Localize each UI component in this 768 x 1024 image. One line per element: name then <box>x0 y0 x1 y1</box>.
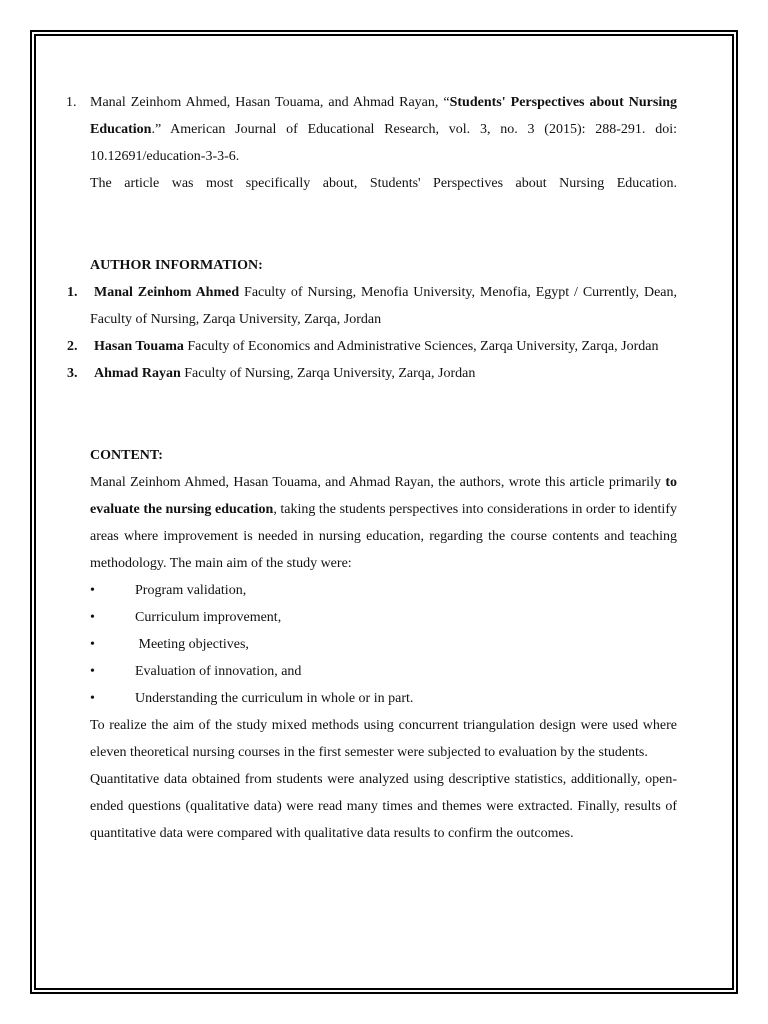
author-affiliation: Faculty of Economics and Administrative Sciences, Zarqa University, Zarqa, Jordan <box>183 339 659 354</box>
bullet-icon: • <box>90 691 95 706</box>
reference-title: Students' Perspectives about Nursing Education <box>90 95 677 137</box>
content-intro <box>90 469 677 577</box>
content-paragraph-2: To realize the aim of the study mixed methods using concurrent triangulation design were used where eleven theoretical nursing courses in the first semester were subjected to evaluation by the students. <box>90 718 677 760</box>
author-info-heading: AUTHOR INFORMATION: <box>90 258 263 273</box>
reference-number: 1. <box>66 95 77 110</box>
author-item-2 <box>67 333 677 360</box>
list-item-text: Program validation, <box>135 583 247 598</box>
reference-doi: doi: 10.12691/education-3-3-6. <box>90 122 677 164</box>
author-number: 2. <box>67 339 78 354</box>
bullet-icon: • <box>90 637 95 652</box>
author-item-3 <box>67 360 677 387</box>
list-item <box>90 577 677 604</box>
author-affiliation: Faculty of Nursing, Menofia University, Menofia, Egypt / Currently, Dean, Faculty of Nursing, Zarqa University, Zarqa, Jordan <box>90 285 677 327</box>
list-item <box>90 604 677 631</box>
author-affiliation: Faculty of Nursing, Zarqa University, Zarqa, Jordan <box>180 366 476 381</box>
bullet-icon: • <box>90 664 95 679</box>
author-item-1 <box>67 279 677 333</box>
list-item <box>90 685 677 712</box>
author-name: Ahmad Rayan <box>94 366 181 381</box>
bullet-icon: • <box>90 610 95 625</box>
author-number: 1. <box>67 285 78 300</box>
document-body <box>66 89 677 847</box>
aims-list <box>90 577 677 712</box>
list-item <box>90 631 677 658</box>
list-item <box>90 658 677 685</box>
intro-text-continued: , taking the students perspectives into considerations in order to identify areas where improvement is needed in nursing education, regarding the course contents and teaching methodology. The main aim of the study were: <box>90 502 677 571</box>
content-heading: CONTENT: <box>90 448 163 463</box>
bullet-icon: • <box>90 583 95 598</box>
reference-summary: The article was most specifically about, Students' Perspectives about Nursing Education. <box>90 176 677 191</box>
intro-text: Manal Zeinhom Ahmed, Hasan Touama, and Ahmad Rayan, the authors, wrote this article primarily <box>90 475 666 490</box>
reference-entry <box>66 89 677 170</box>
reference-authors: Manal Zeinhom Ahmed, Hasan Touama, and Ahmad Rayan, “ <box>90 95 450 110</box>
list-item-text: Meeting objectives, <box>135 637 249 652</box>
author-name: Hasan Touama <box>94 339 184 354</box>
intro-emphasis: to evaluate the nursing education <box>90 475 677 517</box>
list-item-text: Curriculum improvement, <box>135 610 282 625</box>
content-paragraph-3: Quantitative data obtained from students were analyzed using descriptive statistics, additionally, open-ended questions (qualitative data) were read many times and themes were extracted. Finally, results of quantitative data were compared with qualitative data results to confirm the outcomes. <box>90 772 677 841</box>
list-item-text: Understanding the curriculum in whole or in part. <box>135 691 414 706</box>
list-item-text: Evaluation of innovation, and <box>135 664 302 679</box>
reference-source: .” American Journal of Educational Research, vol. 3, no. 3 (2015): 288-291. <box>151 122 646 137</box>
author-name: Manal Zeinhom Ahmed <box>94 285 240 300</box>
author-number: 3. <box>67 366 78 381</box>
